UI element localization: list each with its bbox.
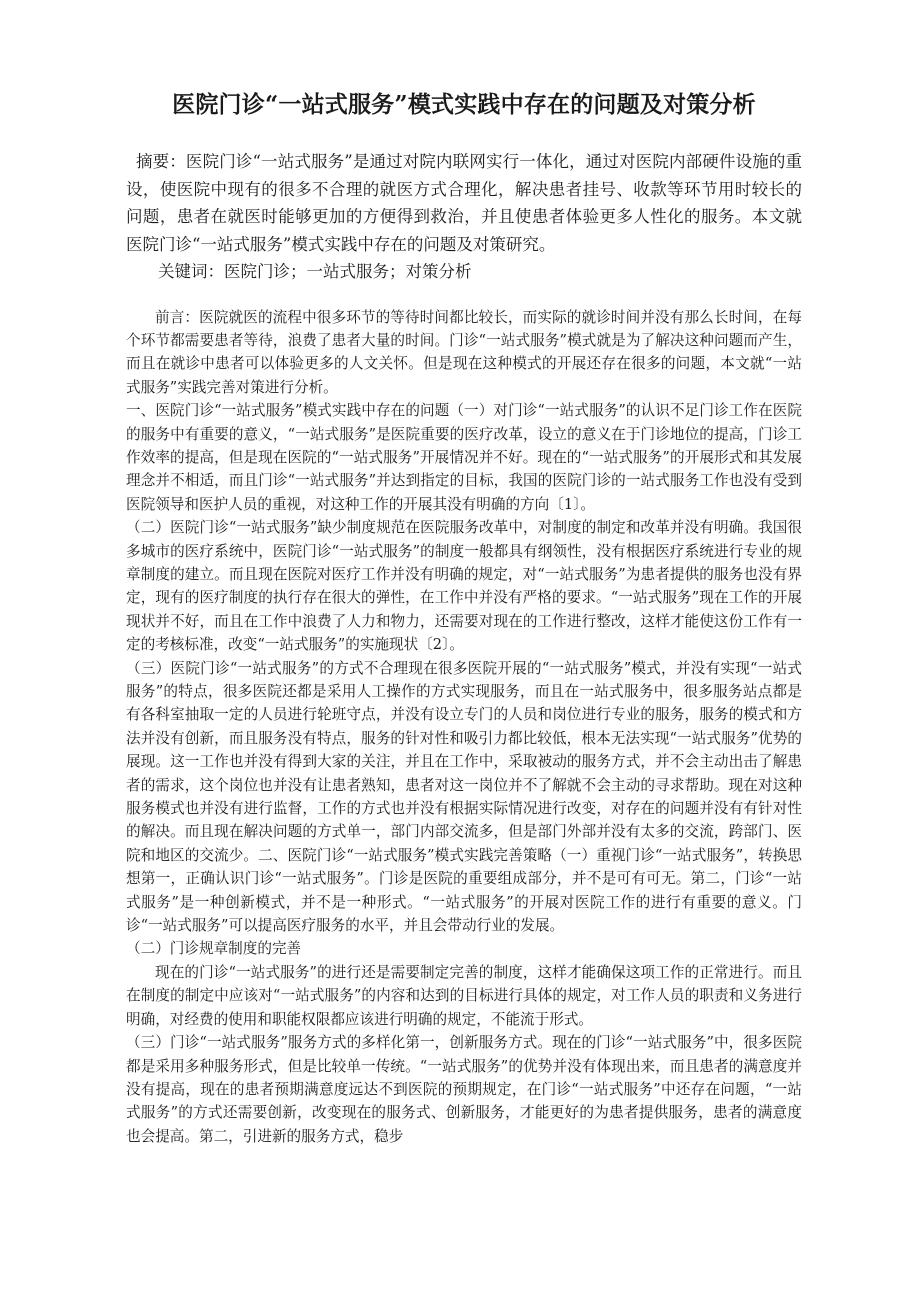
paragraph-subsection-two: （二）医院门诊“一站式服务”缺少制度规范在医院服务改革中，对制度的制定和改革并没有明确。我国很多城市的医疗系统中，医院门诊“一站式服务”的制度一般都具有纲领性，没有根据医疗系统进行专业的规章制度的建立。而且现在医院对医疗工作并没有明确的规定，对“一站式服务”为患者提供的服务也没有界定，现有的医疗制度的执行存在很大的弹性，在工作中并没有严格的要求。“一站式服务”现在工作的开展现状并不好，而且在工作中浪费了人力和物力，还需要对现在的工作进行整改，这样才能使这份工作有一定的考核标准，改变“一站式服务”的实施现状〔2〕。 <box>126 519 802 654</box>
paragraph-subsection-three: （三）医院门诊“一站式服务”的方式不合理现在很多医院开展的“一站式服务”模式，并没有实现“一站式服务”的特点，很多医院还都是采用人工操作的方式实现服务，而且在一站式服务中，很多服务站点都是有各科室抽取一定的人员进行轮班守点，并没有设立专门的人员和岗位进行专业的服务，服务的模式和方法并没有创新，而且服务没有特点，服务的针对性和吸引力都比较低，根本无法实现“一站式服务”优势的展现。这一工作也并没有得到大家的关注，并且在工作中，采取被动的服务方式，并不会主动出击了解患者的需求，这个岗位也并没有让患者熟知，患者对这一岗位并不了解就不会主动的寻求帮助。现在对这种服务模式也并没有进行监督，工作的方式也并没有根据实际情况进行改变，对存在的问题并没有有针对性的解决。而且现在解决问题的方式单一，部门内部交流多，但是部门外部并没有太多的交流，跨部门、医院和地区的交流少。二、医院门诊“一站式服务”模式实践完善策略（一）重视门诊“一站式服务”，转换思想第一，正确认识门诊“一站式服务”。门诊是医院的重要组成部分，并不是可有可无。第二，门诊“一站式服务”是一种创新模式，并不是一种形式。“一站式服务”的开展对医院工作的进行有重要的意义。门诊“一站式服务”可以提高医疗服务的水平，并且会带动行业的发展。 <box>126 659 802 935</box>
abstract: 摘要：医院门诊“一站式服务”是通过对院内联网实行一体化，通过对医院内部硬件设施的重设，使医院中现有的很多不合理的就医方式合理化，解决患者挂号、收款等环节用时较长的问题，患者在就医时能够更加的方便得到救治，并且使患者体验更多人性化的服务。本文就医院门诊“一站式服务”模式实践中存在的问题及对策研究。 <box>126 152 802 254</box>
document-title: 医院门诊“一站式服务”模式实践中存在的问题及对策分析 <box>172 91 756 118</box>
paragraph-service-diversification: （三）门诊“一站式服务”服务方式的多样化第一，创新服务方式。现在的门诊“一站式服务”中，很多医院都是采用多种服务形式，但是比较单一传统。“一站式服务”的优势并没有体现出来，而且患者的满意度并没有提高，现在的患者预期满意度远达不到医院的预期规定，在门诊“一站式服务”中还存在问题，“一站式服务”的方式还需要创新，改变现在的服务式、创新服务，才能更好的为患者提供服务，患者的满意度也会提高。第二，引进新的服务方式，稳步 <box>126 1034 802 1145</box>
paragraph-regulations: 现在的门诊“一站式服务”的进行还是需要制定完善的制度，这样才能确保这项工作的正常进行。而且在制度的制定中应该对“一站式服务”的内容和达到的目标进行具体的规定，对工作人员的职责和义务进行明确，对经费的使用和职能权限都应该进行明确的规定，不能流于形式。 <box>126 963 802 1028</box>
paragraph-preface: 前言：医院就医的流程中很多环节的等待时间都比较长，而实际的就诊时间并没有那么长时间，在每个环节都需要患者等待，浪费了患者大量的时间。门诊“一站式服务”模式就是为了解决这种问题而产生，而且在就诊中患者可以体验更多的人文关怀。但是现在这种模式的开展还存在很多的问题，本文就“一站式服务”实践完善对策进行分析。 <box>126 308 802 396</box>
keywords: 关键词：医院门诊；一站式服务；对策分析 <box>158 262 472 281</box>
paragraph-heading-regulations: （二）门诊规章制度的完善 <box>126 940 302 958</box>
paragraph-section-one: 一、医院门诊“一站式服务”模式实践中存在的问题（一）对门诊“一站式服务”的认识不足门诊工作在医院的服务中有重要的意义，“一站式服务”是医院重要的医疗改革，设立的意义在于门诊地位的提高，门诊工作效率的提高，但是现在医院的“一站式服务”开展情况并不好。现在的“一站式服务”的开展形式和其发展理念并不相适，而且门诊“一站式服务”并达到指定的目标，我国的医院门诊的一站式服务工作也没有受到医院领导和医护人员的重视，对这种工作的开展其没有明确的方向〔1〕。 <box>126 402 802 513</box>
